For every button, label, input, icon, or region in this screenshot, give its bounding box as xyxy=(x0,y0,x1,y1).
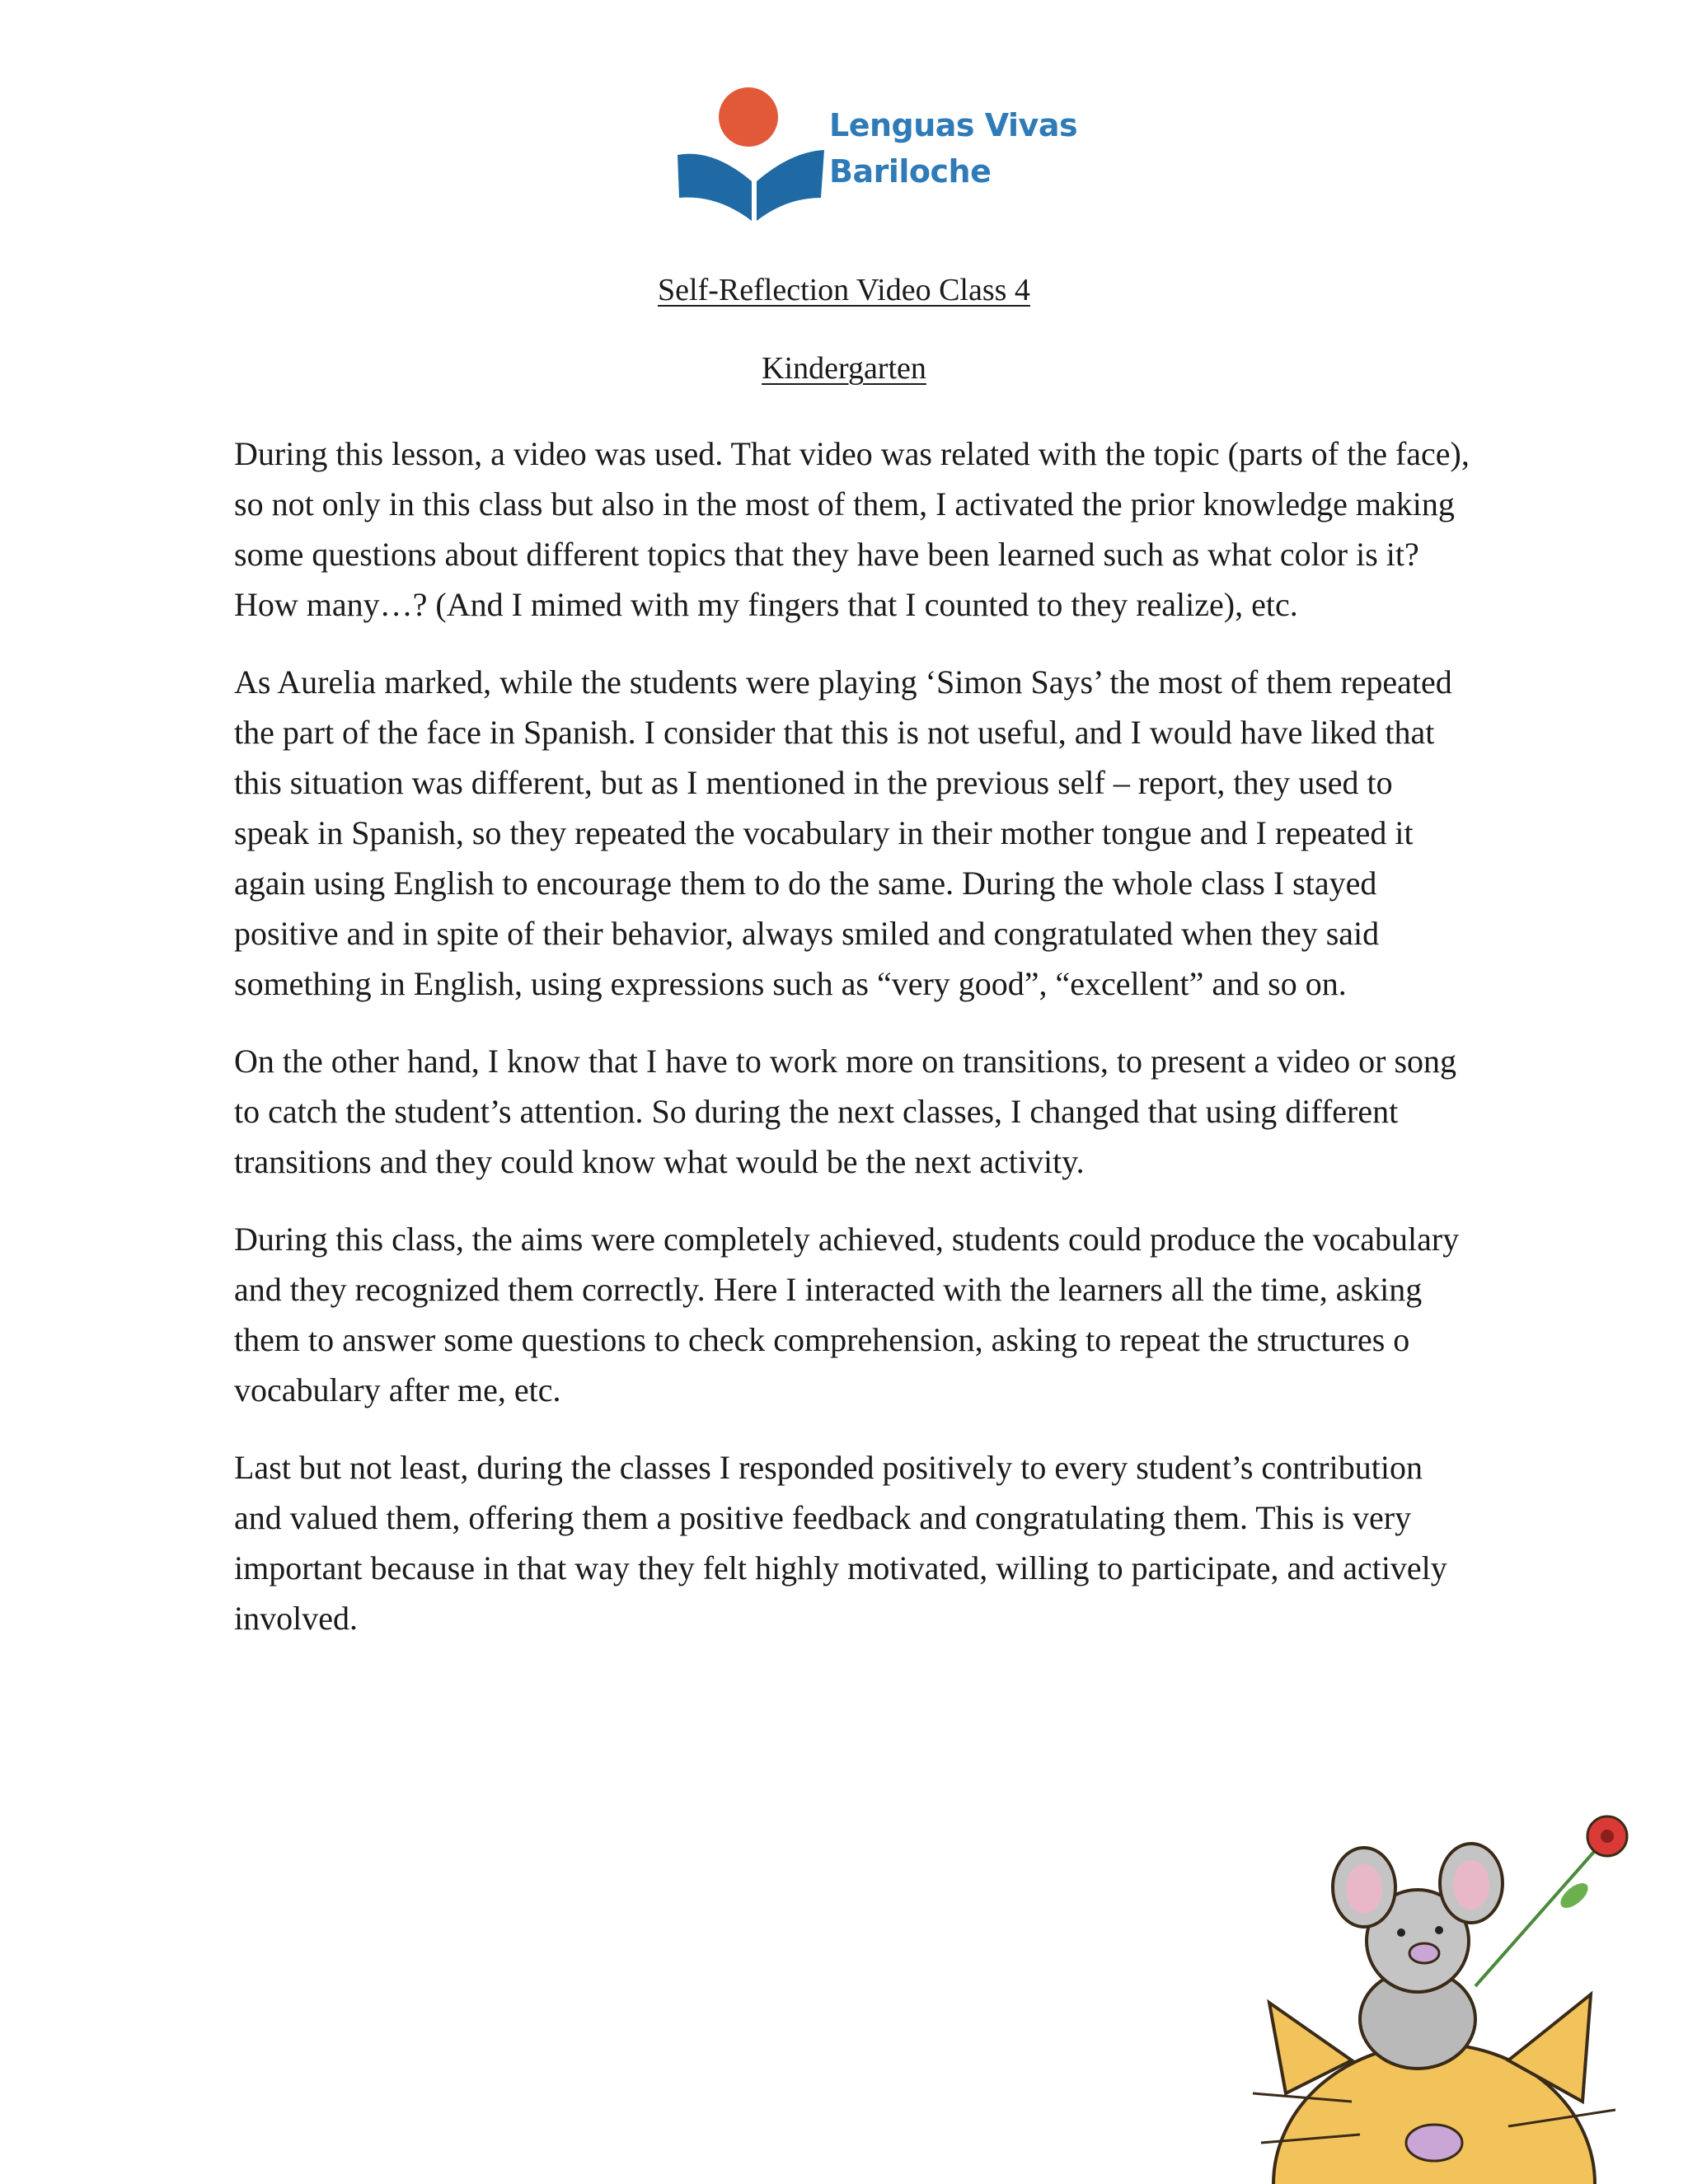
mouse-inner-ear xyxy=(1346,1864,1382,1914)
mouse-cat-illustration xyxy=(1236,1797,1688,2184)
logo-sun xyxy=(719,87,778,147)
paragraph: On the other hand, I know that I have to work more on transitions, to present a video or song to catch the student’s attention. So during the next classes, I changed that using different transitions and they could know what would be the next activity. xyxy=(234,1043,1457,1180)
cartoon-drawing xyxy=(1236,1797,1688,2184)
document-subtitle: Kindergarten xyxy=(762,351,926,386)
logo-text-line1: Lenguas Vivas xyxy=(829,107,1078,143)
mouse-eye xyxy=(1435,1926,1443,1934)
institution-logo xyxy=(676,82,1078,231)
paragraph: During this lesson, a video was used. That video was related with the topic (parts of the face), so not only in this class but also in the most of them, I activated the prior knowledge making some questions about different topics that they have been learned such as what color is it? How many…? (And I mimed with my fingers that I counted to they realize), etc. xyxy=(234,435,1470,623)
paragraph: During this class, the aims were completely achieved, students could produce the vocabulary and they recognized them correctly. Here I interacted with the learners all the time, asking them to answer some questions to check comprehension, asking to repeat the structures o vocabulary after me, etc. xyxy=(234,1221,1460,1408)
document-title: Self-Reflection Video Class 4 xyxy=(658,273,1030,307)
cat-nose xyxy=(1406,2125,1462,2161)
mouse-eye xyxy=(1397,1929,1405,1937)
mouse-inner-ear xyxy=(1453,1860,1489,1910)
paragraph: As Aurelia marked, while the students were playing ‘Simon Says’ the most of them repeated the part of the face in Spanish. I consider that this is not useful, and I would have liked that this situation was different, but as I mentioned in the previous self – report, they used to speak in Spanish, so they repeated the vocabulary in their mother tongue and I repeated it again using English to encourage them to do the same. During the whole class I stayed positive and in spite of their behavior, always smiled and congratulated when they said something in English, using expressions such as “very good”, “excellent” and so on. xyxy=(234,663,1452,1002)
paragraph: Last but not least, during the classes I responded positively to every student’s contribution and valued them, offering them a positive feedback and congratulating them. This is very important because in that way they felt highly motivated, willing to participate, and actively involved. xyxy=(234,1449,1447,1637)
mouse-nose xyxy=(1409,1943,1439,1963)
logo-text-line2: Bariloche xyxy=(829,153,992,190)
logo-book-right xyxy=(757,150,824,221)
logo-book-left xyxy=(678,154,752,221)
flower-center xyxy=(1601,1830,1614,1843)
document-body xyxy=(234,429,1470,1671)
flower-leaf xyxy=(1556,1878,1592,1912)
